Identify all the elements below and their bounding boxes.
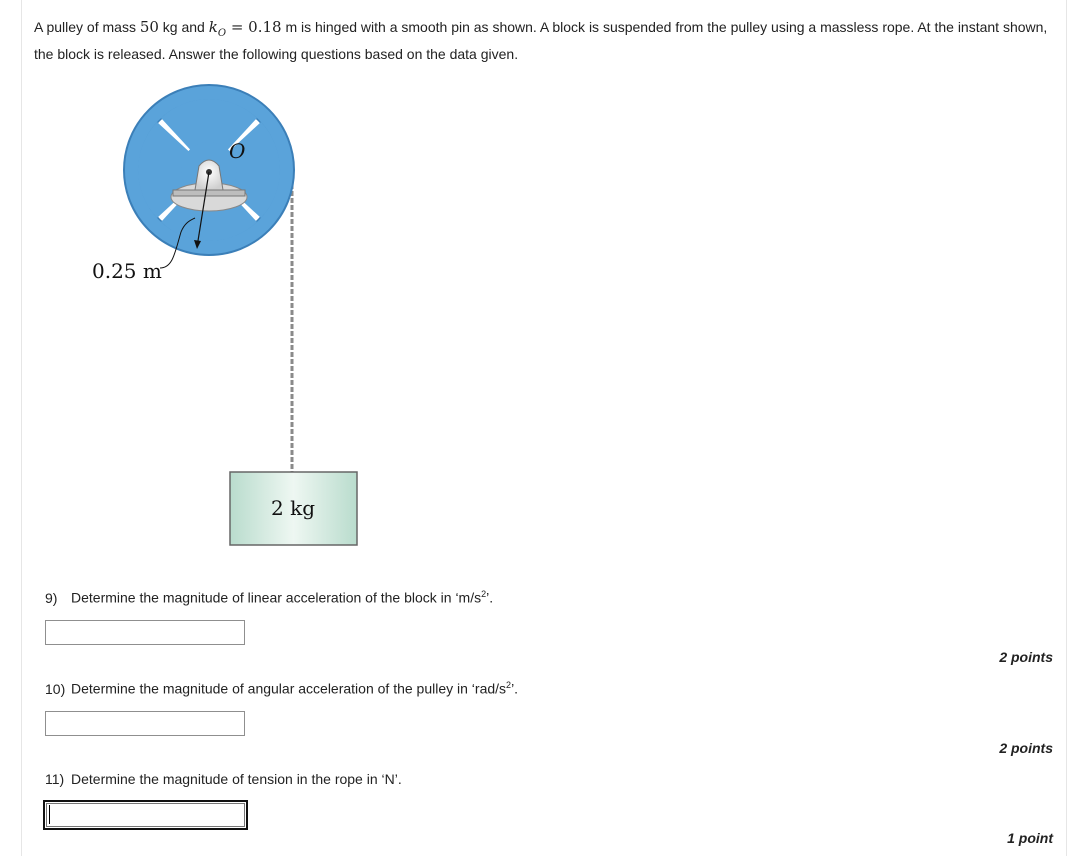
question-number: 9) [45, 589, 58, 606]
pin-label: O [229, 139, 246, 163]
points-label-10: 2 points [999, 740, 1053, 756]
superscript: 2 [481, 589, 487, 599]
radius-label: 0.25 m [92, 259, 162, 283]
points-label-11: 1 point [1007, 830, 1053, 846]
question-11 [45, 771, 402, 787]
question-9 [45, 589, 493, 606]
question-text: Determine the magnitude of angular acceleration of the pulley in ‘rad/s [71, 680, 507, 697]
pulley-figure [61, 82, 371, 555]
mass-value: 50 [139, 18, 159, 36]
pulley-diagram [61, 82, 371, 555]
question-number: 10) [45, 680, 66, 697]
question-tail: ’. [511, 680, 519, 697]
block-mass-label: 2 kg [271, 496, 316, 520]
question-tail: ’. [486, 589, 494, 606]
answer-input-9[interactable] [45, 620, 245, 645]
radius-of-gyration: $k_O = 0.18$ [208, 18, 282, 39]
question-number: 11) [45, 771, 65, 787]
problem-statement [34, 17, 1050, 65]
question-10 [45, 680, 518, 697]
points-label-9: 2 points [999, 649, 1053, 665]
intro-text-2: kg and [158, 19, 209, 35]
answer-input-11[interactable] [43, 800, 248, 830]
answer-input-10[interactable] [45, 711, 245, 736]
intro-text-3: m is hinged with a smooth pin as shown. A block is suspended from the pulley using a massless rope. At the instant shown, the block is released. Answer the following questions based on the data given. [34, 19, 1048, 62]
superscript: 2 [506, 680, 512, 690]
text-caret [49, 805, 50, 824]
question-text: Determine the magnitude of tension in the rope in ‘N’. [71, 771, 402, 787]
question-text: Determine the magnitude of linear acceleration of the block in ‘m/s [71, 589, 482, 606]
intro-text-1: A pulley of mass [34, 19, 140, 35]
